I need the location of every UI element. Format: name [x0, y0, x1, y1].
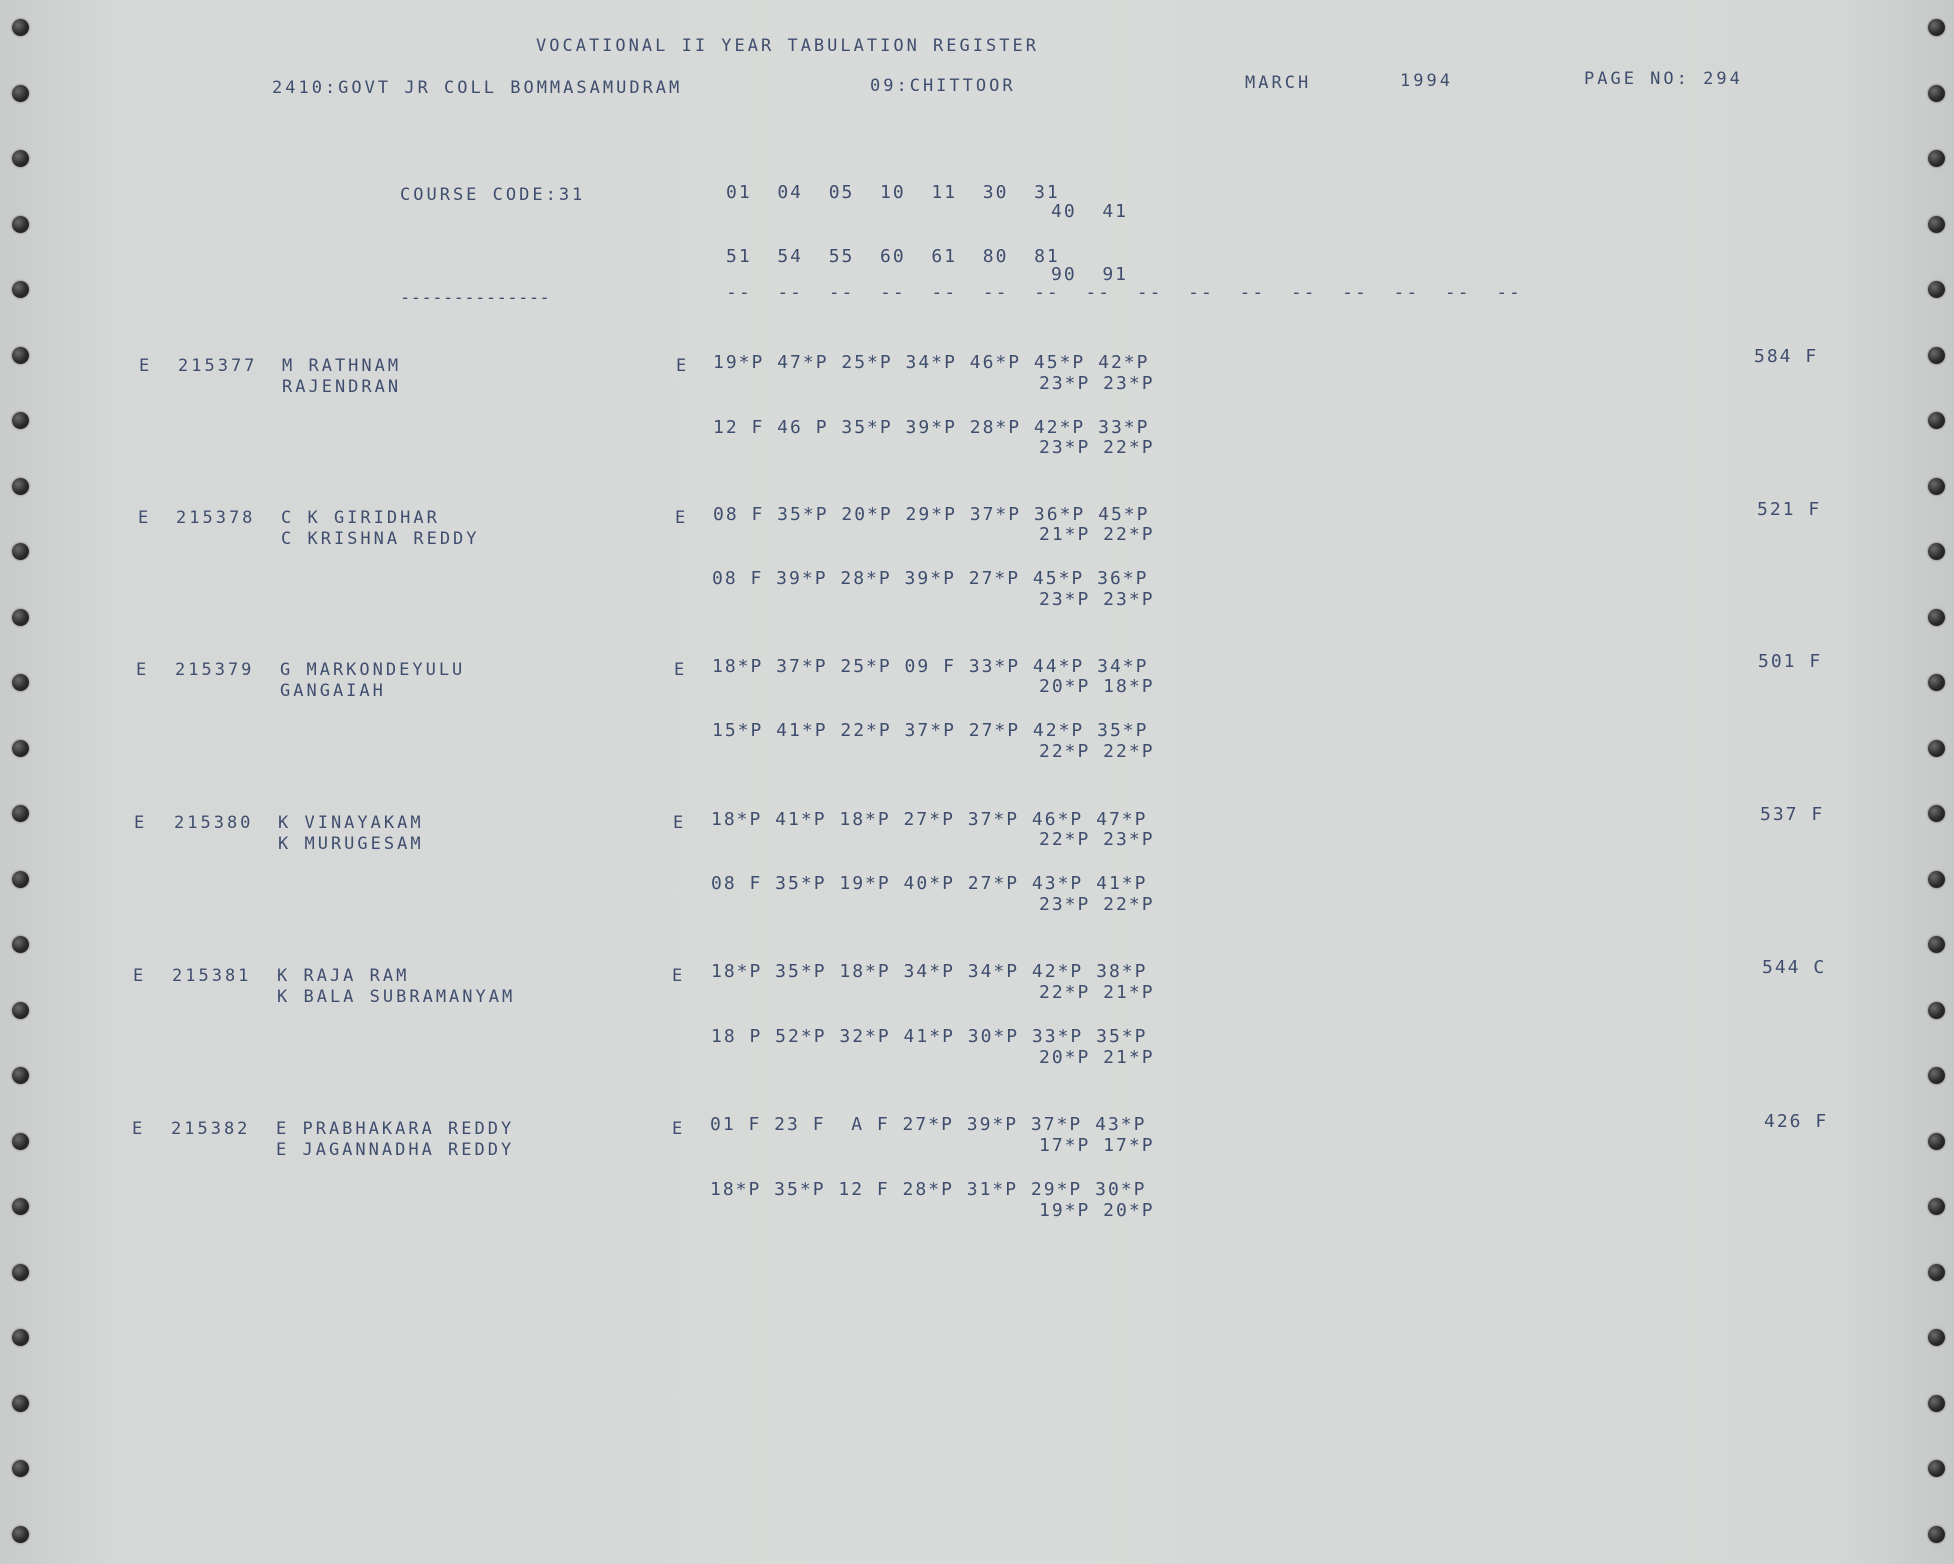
feed-hole: [1928, 609, 1945, 626]
feed-hole: [1928, 543, 1945, 560]
exam-month: MARCH: [1245, 73, 1312, 93]
subject-codes-row1-sub: 40 41: [1051, 201, 1129, 222]
feed-hole: [12, 1067, 29, 1084]
register-number: 215382: [171, 1119, 251, 1139]
marks-flag: E: [672, 966, 686, 986]
marks-year2: 15*P 41*P 22*P 37*P 27*P 42*P 35*P: [712, 720, 1149, 741]
feed-hole: [1928, 478, 1945, 495]
feed-hole: [12, 609, 29, 626]
subject-codes-row2-sub: 90 91: [1051, 264, 1129, 285]
feed-hole: [12, 1526, 29, 1543]
marks-year2-sub: 23*P 22*P: [1039, 894, 1155, 915]
student-flag: E: [136, 660, 150, 680]
feed-hole: [12, 1395, 29, 1412]
feed-hole: [12, 543, 29, 560]
marks-year2-sub: 20*P 21*P: [1039, 1047, 1155, 1068]
feed-hole: [12, 478, 29, 495]
feed-hole: [1928, 805, 1945, 822]
marks-year2: 08 F 39*P 28*P 39*P 27*P 45*P 36*P: [712, 568, 1149, 589]
marks-flag: E: [672, 1119, 686, 1139]
feed-hole: [1928, 1133, 1945, 1150]
student-flag: E: [139, 356, 153, 376]
father-name: E JAGANNADHA REDDY: [276, 1140, 515, 1160]
district-name: 09:CHITTOOR: [870, 76, 1016, 96]
course-code-label: COURSE CODE:31: [400, 185, 586, 205]
marks-year1: 08 F 35*P 20*P 29*P 37*P 36*P 45*P: [713, 504, 1150, 525]
student-flag: E: [134, 813, 148, 833]
feed-hole: [1928, 1067, 1945, 1084]
marks-year1: 19*P 47*P 25*P 34*P 46*P 45*P 42*P: [713, 352, 1150, 373]
register-number: 215378: [176, 508, 256, 528]
subject-codes-row2: 51 54 55 60 61 80 81: [726, 246, 1060, 267]
father-name: RAJENDRAN: [282, 377, 402, 397]
feed-hole: [1928, 19, 1945, 36]
feed-hole: [12, 871, 29, 888]
father-name: C KRISHNA REDDY: [281, 529, 480, 549]
feed-hole: [12, 1264, 29, 1281]
feed-hole: [12, 1002, 29, 1019]
marks-year2: 18 P 52*P 32*P 41*P 30*P 33*P 35*P: [711, 1026, 1148, 1047]
feed-hole: [12, 85, 29, 102]
register-title: VOCATIONAL II YEAR TABULATION REGISTER: [536, 36, 1039, 56]
grand-total: 426 F: [1764, 1111, 1829, 1132]
student-name: G MARKONDEYULU: [280, 660, 466, 680]
student-name: K RAJA RAM: [277, 966, 410, 986]
student-flag: E: [133, 966, 147, 986]
marks-flag: E: [675, 508, 689, 528]
feed-hole: [12, 936, 29, 953]
feed-hole: [1928, 347, 1945, 364]
marks-year1-sub: 21*P 22*P: [1039, 524, 1155, 545]
register-number: 215380: [174, 813, 254, 833]
feed-hole: [1928, 281, 1945, 298]
grand-total: 584 F: [1754, 346, 1819, 367]
marks-year2-sub: 19*P 20*P: [1039, 1200, 1155, 1221]
grand-total: 537 F: [1760, 804, 1825, 825]
marks-year2-sub: 23*P 22*P: [1039, 437, 1155, 458]
grand-total: 544 C: [1762, 957, 1827, 978]
feed-hole: [1928, 1526, 1945, 1543]
marks-flag: E: [674, 660, 688, 680]
feed-hole: [1928, 1329, 1945, 1346]
exam-year: 1994: [1400, 71, 1453, 91]
marks-year2-sub: 22*P 22*P: [1039, 741, 1155, 762]
left-tractor-feed-holes: [0, 0, 40, 1564]
register-number: 215379: [175, 660, 255, 680]
register-number: 215377: [178, 356, 258, 376]
marks-flag: E: [676, 356, 690, 376]
marks-year2-sub: 23*P 23*P: [1039, 589, 1155, 610]
feed-hole: [1928, 150, 1945, 167]
page-number: PAGE NO: 294: [1584, 69, 1743, 89]
feed-hole: [1928, 740, 1945, 757]
register-number: 215381: [172, 966, 252, 986]
feed-hole: [1928, 216, 1945, 233]
feed-hole: [1928, 1395, 1945, 1412]
marks-year1-sub: 23*P 23*P: [1039, 373, 1155, 394]
feed-hole: [12, 150, 29, 167]
student-name: C K GIRIDHAR: [281, 508, 440, 528]
feed-hole: [12, 19, 29, 36]
feed-hole: [12, 281, 29, 298]
student-name: K VINAYAKAM: [278, 813, 424, 833]
marks-year1: 18*P 41*P 18*P 27*P 37*P 46*P 47*P: [711, 809, 1148, 830]
feed-hole: [12, 805, 29, 822]
feed-hole: [1928, 85, 1945, 102]
feed-hole: [12, 216, 29, 233]
father-name: GANGAIAH: [280, 681, 386, 701]
grand-total: 521 F: [1757, 499, 1822, 520]
marks-year1-sub: 22*P 21*P: [1039, 982, 1155, 1003]
marks-year2: 12 F 46 P 35*P 39*P 28*P 42*P 33*P: [713, 417, 1150, 438]
student-name: E PRABHAKARA REDDY: [276, 1119, 515, 1139]
feed-hole: [12, 412, 29, 429]
marks-year1: 18*P 35*P 18*P 34*P 34*P 42*P 38*P: [711, 961, 1148, 982]
feed-hole: [12, 1460, 29, 1477]
feed-hole: [12, 1198, 29, 1215]
marks-year1: 01 F 23 F A F 27*P 39*P 37*P 43*P: [710, 1114, 1147, 1135]
father-name: K BALA SUBRAMANYAM: [277, 987, 516, 1007]
marks-year1-sub: 17*P 17*P: [1039, 1135, 1155, 1156]
feed-hole: [12, 740, 29, 757]
feed-hole: [1928, 1002, 1945, 1019]
college-name: 2410:GOVT JR COLL BOMMASAMUDRAM: [272, 78, 683, 98]
feed-hole: [1928, 1460, 1945, 1477]
marks-year2: 08 F 35*P 19*P 40*P 27*P 43*P 41*P: [711, 873, 1148, 894]
marks-year1-sub: 22*P 23*P: [1039, 829, 1155, 850]
feed-hole: [1928, 1264, 1945, 1281]
marks-year1: 18*P 37*P 25*P 09 F 33*P 44*P 34*P: [712, 656, 1149, 677]
feed-hole: [12, 1329, 29, 1346]
marks-year2: 18*P 35*P 12 F 28*P 31*P 29*P 30*P: [710, 1179, 1147, 1200]
feed-hole: [1928, 674, 1945, 691]
student-flag: E: [132, 1119, 146, 1139]
right-tractor-feed-holes: [1914, 0, 1954, 1564]
feed-hole: [1928, 936, 1945, 953]
marks-flag: E: [673, 813, 687, 833]
feed-hole: [12, 1133, 29, 1150]
subject-codes-row1: 01 04 05 10 11 30 31: [726, 182, 1060, 203]
feed-hole: [12, 347, 29, 364]
course-underline: --------------: [400, 288, 551, 308]
student-name: M RATHNAM: [282, 356, 402, 376]
father-name: K MURUGESAM: [278, 834, 424, 854]
grand-total: 501 F: [1758, 651, 1823, 672]
subject-codes-underline: -- -- -- -- -- -- -- -- -- -- -- -- -- -- -- --: [726, 282, 1522, 303]
feed-hole: [1928, 1198, 1945, 1215]
feed-hole: [12, 674, 29, 691]
feed-hole: [1928, 412, 1945, 429]
marks-year1-sub: 20*P 18*P: [1039, 676, 1155, 697]
feed-hole: [1928, 871, 1945, 888]
student-flag: E: [138, 508, 152, 528]
